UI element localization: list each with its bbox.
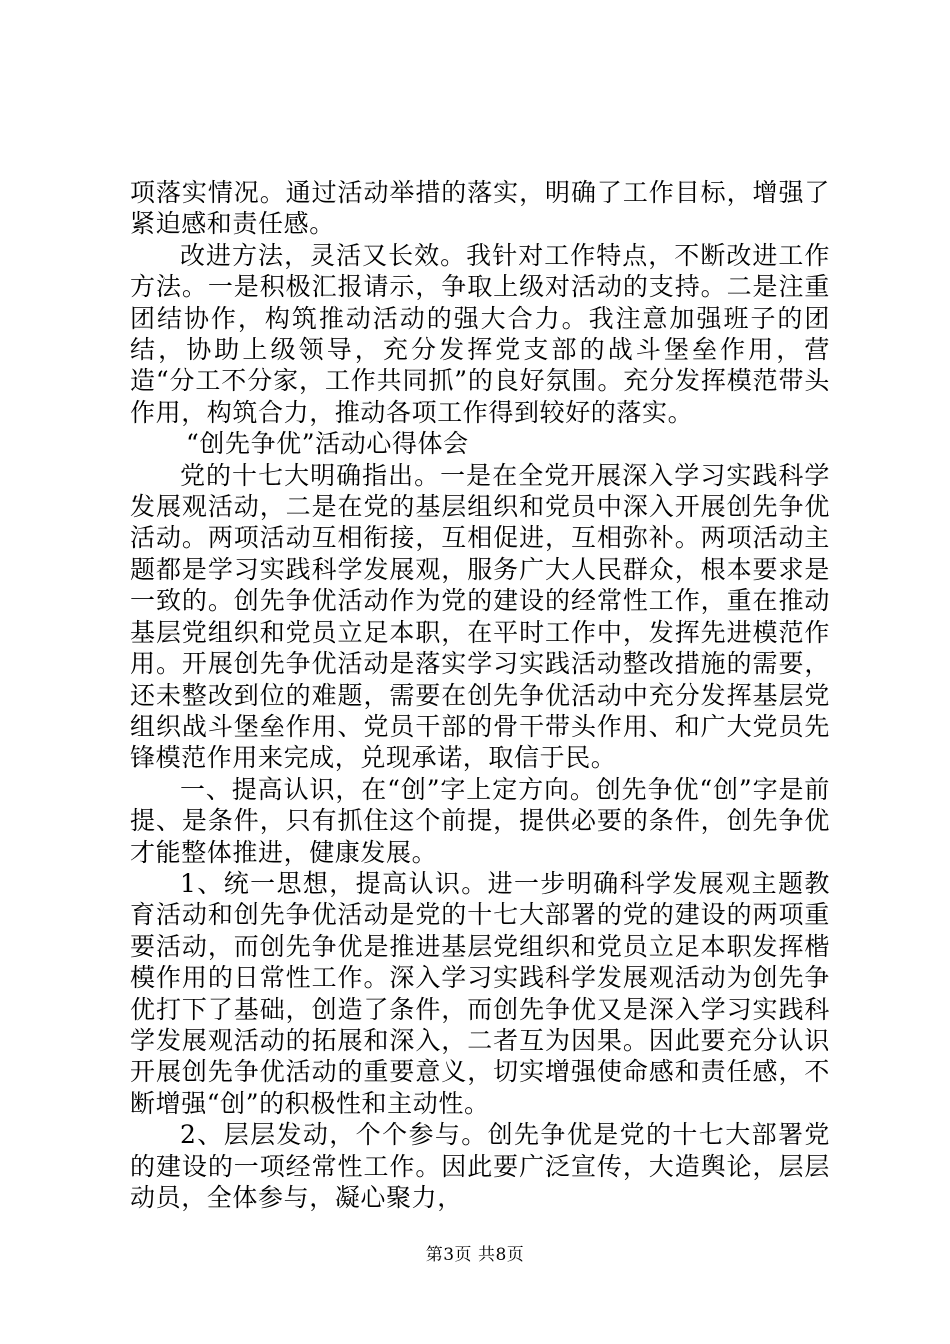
paragraph-continuation: 项落实情况。通过活动举措的落实，明确了工作目标，增强了紧迫感和责任感。 [130, 178, 830, 239]
paragraph-point-one: 一、提高认识，在“创”字上定方向。创先争优“创”字是前提、是条件，只有抓住这个前提，提供必要的条件，创先争优才能整体推进，健康发展。 [130, 774, 830, 867]
paragraph-intro: 党的十七大明确指出。一是在全党开展深入学习实践科学发展观活动，二是在党的基层组织和党员中深入开展创先争优活动。两项活动互相衔接，互相促进，互相弥补。两项活动主题都是学习实践科学发展观，服务广大人民群众，根本要求是一致的。创先争优活动作为党的建设的经常性工作，重在推动基层党组织和党员立足本职，在平时工作中，发挥先进模范作用。开展创先争优活动是落实学习实践活动整改措施的需要，还未整改到位的难题，需要在创先争优活动中充分发挥基层党组织战斗堡垒作用、党员干部的骨干带头作用、和广大党员先锋模范作用来完成，兑现承诺，取信于民。 [130, 460, 830, 773]
paragraph-improve-methods: 改进方法，灵活又长效。我针对工作特点，不断改进工作方法。一是积极汇报请示，争取上级对活动的支持。二是注重团结协作，构筑推动活动的强大合力。我注意加强班子的团结，协助上级领导，充分发挥党支部的战斗堡垒作用，营造“分工不分家，工作共同抓”的良好氛围。充分发挥模范带头作用，构筑合力，推动各项工作得到较好的落实。 [130, 240, 830, 427]
document-body [130, 177, 830, 1213]
section-title: “创先争优”活动心得体会 [186, 429, 469, 459]
page-number: 第3页 共8页 [425, 1245, 525, 1265]
paragraph-item-1: 1、统一思想，提高认识。进一步明确科学发展观主题教育活动和创先争优活动是党的十七大部署的党的建设的两项重要活动，而创先争优是推进基层党组织和党员立足本职发挥楷模作用的日常性工作。深入学习实践科学发展观活动为创先争优打下了基础，创造了条件，而创先争优又是深入学习实践科学发展观活动的拓展和深入，二者互为因果。因此要充分认识开展创先争优活动的重要意义，切实增强使命感和责任感，不断增强“创”的积极性和主动性。 [130, 868, 830, 1118]
paragraph-item-2: 2、层层发动，个个参与。创先争优是党的十七大部署党的建设的一项经常性工作。因此要广泛宣传，大造舆论，层层动员，全体参与，凝心聚力， [130, 1120, 830, 1212]
